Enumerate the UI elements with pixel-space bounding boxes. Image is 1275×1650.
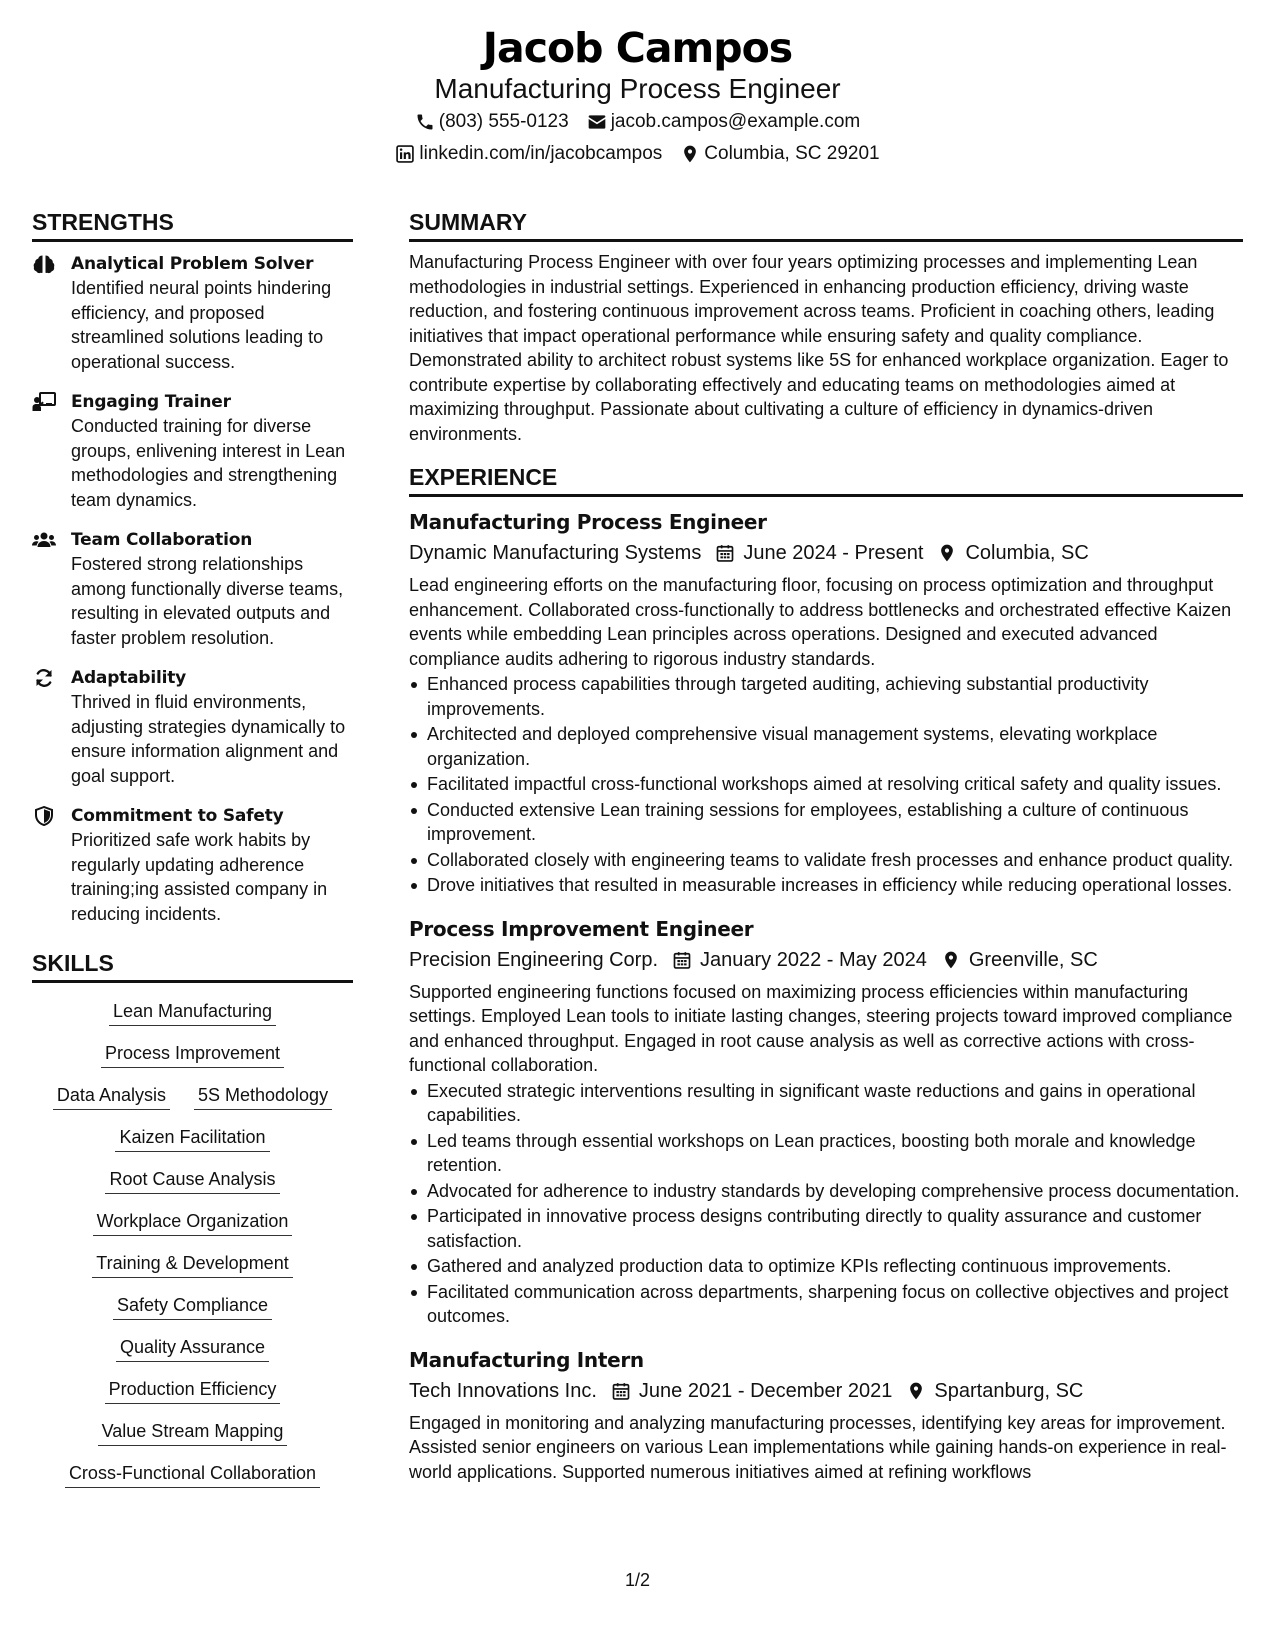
phone-icon bbox=[415, 112, 435, 132]
shield-icon bbox=[32, 806, 56, 826]
strength-item bbox=[32, 528, 353, 650]
bullet-item: Conducted extensive Lean training sessions for employees, establishing a culture of continuous improvement. bbox=[409, 798, 1243, 847]
phone-contact bbox=[415, 108, 569, 136]
map-pin-icon bbox=[906, 1381, 926, 1401]
bullet-item: Gathered and analyzed production data to optimize KPIs reflecting continuous improvements. bbox=[409, 1254, 1243, 1279]
map-pin-icon bbox=[941, 950, 961, 970]
brain-icon bbox=[32, 254, 56, 274]
contact-row-1 bbox=[0, 108, 1275, 136]
strength-item bbox=[32, 252, 353, 374]
email-text[interactable]: jacob.campos@example.com bbox=[610, 111, 861, 132]
strength-description: Fostered strong relationships among functionally diverse teams, resulting in elevated outputs and faster problem resolution. bbox=[71, 554, 344, 648]
linkedin-text[interactable]: linkedin.com/in/jacobcampos bbox=[419, 143, 663, 164]
strength-title: Adaptability bbox=[71, 668, 187, 688]
skill-tag: Quality Assurance bbox=[116, 1335, 269, 1362]
skill-tag: Root Cause Analysis bbox=[105, 1167, 279, 1194]
skill-tag: Training & Development bbox=[92, 1251, 292, 1278]
bullet-item: Executed strategic interventions resulting in significant waste reductions and gains in operational capabilities. bbox=[409, 1079, 1243, 1128]
job-title: Manufacturing Intern bbox=[409, 1347, 644, 1372]
job-bullets bbox=[409, 672, 1243, 898]
sync-icon bbox=[32, 668, 56, 688]
location-text: Columbia, SC 29201 bbox=[704, 143, 880, 164]
phone-text: (803) 555-0123 bbox=[438, 111, 569, 132]
job-description: Engaged in monitoring and analyzing manufacturing processes, identifying key areas for improvement. Assisted senior engineers on various Lean implementations while gaining hands-on experience in real-world applications. Supported numerous initiatives aimed at refining workflows bbox=[409, 1412, 1227, 1482]
map-pin-icon bbox=[680, 144, 700, 164]
strength-title: Engaging Trainer bbox=[71, 392, 231, 412]
map-pin-icon bbox=[937, 543, 957, 563]
strength-description: Conducted training for diverse groups, enlivening interest in Lean methodologies and strengthening team dynamics. bbox=[71, 416, 346, 510]
users-icon bbox=[32, 530, 56, 550]
company-name: Tech Innovations Inc. bbox=[409, 1379, 597, 1402]
summary-text: Manufacturing Process Engineer with over four years optimizing processes and implementing Lean methodologies in industrial settings. Experienced in enhancing production efficiency, driving waste reduction, and fostering continuous improvement across teams. Proficient in coaching others, leading initiatives that impact operational performance while ensuring safety and quality compliance. Demonstrated ability to architect robust systems like 5S for enhanced workplace organization. Eager to contribute expertise by collaborating effectively and educating teams on methodologies aimed at maximizing throughput. Passionate about cultivating a culture of efficiency in dynamics-driven environments. bbox=[409, 252, 1229, 444]
bullet-item: Architected and deployed comprehensive visual management systems, elevating workplace organization. bbox=[409, 722, 1243, 771]
skill-tag: Data Analysis bbox=[53, 1083, 170, 1110]
skills-heading: SKILLS bbox=[32, 948, 353, 983]
strength-title: Analytical Problem Solver bbox=[71, 254, 314, 274]
job-entry bbox=[409, 914, 1243, 1329]
skill-tag: Value Stream Mapping bbox=[98, 1419, 288, 1446]
skill-tag: Workplace Organization bbox=[93, 1209, 293, 1236]
strengths-heading: STRENGTHS bbox=[32, 207, 353, 242]
email-contact[interactable] bbox=[587, 108, 861, 136]
job-meta bbox=[409, 945, 1243, 975]
skill-tag: 5S Methodology bbox=[194, 1083, 332, 1110]
contact-row-2 bbox=[0, 140, 1275, 168]
summary-heading: SUMMARY bbox=[409, 207, 1243, 242]
job-entry bbox=[409, 1345, 1243, 1485]
skill-tag: Cross-Functional Collaboration bbox=[65, 1461, 320, 1488]
skill-tag: Safety Compliance bbox=[113, 1293, 272, 1320]
bullet-item: Advocated for adherence to industry standards by developing comprehensive process documentation. bbox=[409, 1179, 1243, 1204]
strength-description: Identified neural points hindering efficiency, and proposed streamlined solutions leading to operational success. bbox=[71, 278, 332, 372]
bullet-item: Enhanced process capabilities through targeted auditing, achieving substantial productivity improvements. bbox=[409, 672, 1243, 721]
strength-item bbox=[32, 666, 353, 788]
experience-heading: EXPERIENCE bbox=[409, 462, 1243, 497]
job-title: Manufacturing Process Engineer bbox=[409, 510, 767, 534]
strength-item bbox=[32, 390, 353, 512]
company-name: Dynamic Manufacturing Systems bbox=[409, 542, 702, 564]
location-contact bbox=[680, 140, 879, 168]
skills-section bbox=[32, 948, 353, 1503]
bullet-item: Facilitated communication across departments, sharpening focus on collective objectives and project outcomes. bbox=[409, 1280, 1243, 1329]
candidate-title: Manufacturing Process Engineer bbox=[434, 73, 841, 104]
job-location: Spartanburg, SC bbox=[934, 1379, 1084, 1402]
job-dates: June 2021 - December 2021 bbox=[638, 1379, 893, 1402]
calendar-icon bbox=[715, 543, 735, 563]
calendar-icon bbox=[672, 950, 692, 970]
resume-header bbox=[0, 22, 1275, 168]
envelope-icon bbox=[587, 112, 607, 132]
bullet-item: Drove initiatives that resulted in measurable increases in efficiency while reducing operational losses. bbox=[409, 873, 1243, 898]
bullet-item: Facilitated impactful cross-functional workshops aimed at resolving critical safety and quality issues. bbox=[409, 772, 1243, 797]
linkedin-icon bbox=[395, 144, 415, 164]
bullet-item: Led teams through essential workshops on Lean practices, boosting both morale and knowledge retention. bbox=[409, 1129, 1243, 1178]
job-title: Process Improvement Engineer bbox=[409, 916, 754, 941]
calendar-icon bbox=[611, 1381, 631, 1401]
strength-title: Commitment to Safety bbox=[71, 806, 284, 826]
left-column bbox=[32, 207, 353, 1503]
company-name: Precision Engineering Corp. bbox=[409, 948, 659, 971]
right-column bbox=[409, 207, 1243, 1484]
skills-list bbox=[32, 999, 353, 1503]
strength-description: Thrived in fluid environments, adjusting strategies dynamically to ensure information alignment and goal support. bbox=[71, 692, 346, 786]
strengths-list bbox=[32, 252, 353, 926]
skill-tag: Lean Manufacturing bbox=[109, 999, 276, 1026]
job-meta bbox=[409, 1376, 1243, 1406]
linkedin-contact[interactable] bbox=[395, 140, 662, 168]
bullet-item: Collaborated closely with engineering teams to validate fresh processes and enhance product quality. bbox=[409, 848, 1243, 873]
bullet-item: Participated in innovative process designs contributing directly to quality assurance and customer satisfaction. bbox=[409, 1204, 1243, 1253]
page-number: 1/2 bbox=[624, 1570, 651, 1590]
job-location: Greenville, SC bbox=[968, 948, 1098, 971]
strength-item bbox=[32, 804, 353, 926]
job-bullets bbox=[409, 1079, 1243, 1329]
job-entry bbox=[409, 507, 1243, 898]
strength-description: Prioritized safe work habits by regularly updating adherence training;ing assisted company in reducing incidents. bbox=[71, 830, 328, 924]
chalkboard-teacher-icon bbox=[32, 392, 56, 412]
job-dates: January 2022 - May 2024 bbox=[700, 948, 927, 971]
skill-tag: Kaizen Facilitation bbox=[115, 1125, 269, 1152]
skill-tag: Process Improvement bbox=[101, 1041, 284, 1068]
job-description: Supported engineering functions focused on maximizing process efficiencies within manufacturing settings. Employed Lean tools to initiate lasting changes, steering projects toward improved compliance and enhanced throughput. Engaged in root cause analysis as well as corrective actions with cross-functional collaboration. bbox=[409, 981, 1233, 1075]
job-location: Columbia, SC bbox=[965, 542, 1089, 564]
candidate-name: Jacob Campos bbox=[482, 24, 793, 72]
job-meta bbox=[409, 538, 1243, 568]
skill-tag: Production Efficiency bbox=[105, 1377, 281, 1404]
strength-title: Team Collaboration bbox=[71, 530, 253, 550]
experience-section bbox=[409, 462, 1243, 1484]
job-description: Lead engineering efforts on the manufacturing floor, focusing on process optimization and throughput enhancement. Collaborated cross-functionally to address bottlenecks and orchestrated effective Kaizen events while embedding Lean principles across operations. Designed and executed advanced compliance audits adhering to rigorous industry standards. bbox=[409, 575, 1232, 669]
job-dates: June 2024 - Present bbox=[743, 542, 924, 564]
